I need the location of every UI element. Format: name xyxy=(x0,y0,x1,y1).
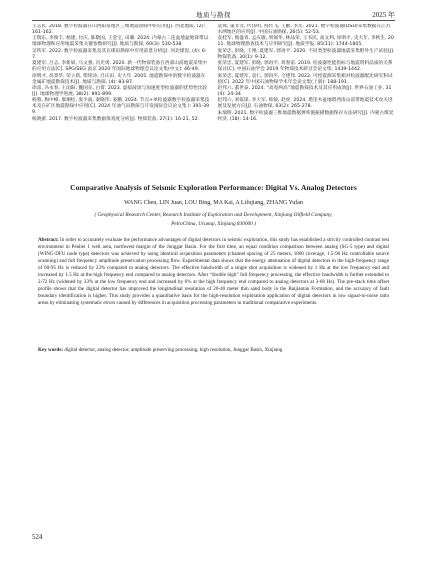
abstract-text: In order to accurately evaluate the performance advantages of digital detectors in seismic exploration, this study has established a strictly controlled contrast test environment in Penbei 1 well area, northwest margin of the Junggar Basin. For the first time, an equal condition comparison between analog (SG-5 type) and digital (WING-DFU node type) detectors was achieved by using identical acquisition parameters (channel spacing of 25 meters, 1800 coverage, 1.5-96 Hz controllable source scanning) and full frequency amplitude preservation processing flow. Experimental data shows that the energy attenuation of digital detectors in the high-frequency range of 60-95 Hz is reduced by 23% compared to analog detectors. The effective bandwidth of a single shot acquisition is widened by 1 Hz at the low frequency end and increased by 1.5 Hz at the high frequency end compared to analog detectors. After “double high” full frequency processing, the effective bandwidth is further extended to 2-72 Hz (widened by 33% at the low frequency end and increased by 6% at the high frequency end compared to analog detectors at 3-68 Hz). The pre-stack time offset profile shows that the digital detector has improved the longitudinal resolution of 20-40 meter thin sand body in the Baijiantan Formation, and the accuracy of fault boundary identification is higher. This study provides a quantitative basis for the high-resolution exploration application of digital detectors in low signal-to-noise ratio areas by eliminating systematic errors caused by differences in acquisition processing parameters in traditional comparative experiments. xyxy=(38,237,389,306)
keywords-label: Key words: xyxy=(38,347,64,353)
running-header xyxy=(32,8,395,21)
reference-item: 徐雷, 冯永春, 王雨阳, 魏国东, 白霄. 2023. 虚拟波场与加速度型检波器的优势性比较[J]. 地球物理学进展, 38(2): 891-899. xyxy=(32,85,208,97)
reference-item: 王志民. 2018. 数字检波器在山西阳泉地区三维地震勘探中的应用[J]. 西北地质, (2): 161-162. xyxy=(32,24,206,36)
reference-item: 袁保, 董非非, 代伟明, 倪传飞, 王勤, 李岳. 2021. 数字检波器(DSU)采集数据在江苏水网地区的应用[J]. 中国石油勘探, 26(5): 52-53. xyxy=(217,24,391,36)
reference-item: 张荣忠, 夏建军, 袁仁, 郭再平, 仝建邦. 2022. 可控震源采集相对检波器配比研究和试验[C]. 2022 年中国石油物探学术年会论文集(上册): 188-191. xyxy=(217,73,393,85)
keywords xyxy=(38,347,389,353)
reference-column-left xyxy=(32,24,210,166)
reference-item: 杨蓉, 梅中峰, 康炯松, 张少波, 秦晓伟, 姜鹏. 2024. 节点+单检波器数字检波器采集技术及在矿区地震勘探中应用[C]. 2024 年油气田勘探与开发国际会议论文集 I: 391-399. xyxy=(32,98,210,116)
page-number: 524 xyxy=(32,533,43,541)
reference-column-right xyxy=(218,24,396,166)
reference-item: 张荣忠, 彭晓, 王博, 夏建军, 郭再平. 2020. 不同类型检波器地震采集野外生产试验[J]. 物探装备, 30(1): 9-12. xyxy=(217,48,395,60)
affiliation-line: ( Geophysical Research Center, Research Institute of Exploration and Development, Xinjiang Oilfield Company, xyxy=(94,212,333,218)
header-year: 2025 年 xyxy=(372,11,395,19)
reference-item: 杨晓蕾. 2017. 数字检波器采集数据保真度分析[J]. 物探装备, 27(1): 16-21, 52. xyxy=(32,116,200,122)
journal-name: 地质与勘探 xyxy=(196,11,231,19)
author-list: WANG Chen, LIN Juan, LOU Bing, MA Kai, A Lifujiang, ZHANG Yufan xyxy=(124,200,303,206)
affiliation-line: PetroChina, Urumqi, Xinjiang 830000 ) xyxy=(171,220,256,227)
reference-item: 赵邦六, 董世泰, 2024. “高宽两高”地震勘探技术及其应用成效[J]. 世界石油工业, 31(4): 24-34. xyxy=(217,85,392,97)
reference-item: 袁桂军, 熊盛青, 孟庆敏, 周锡华, 林品荣, 王书民, 高文利, 徐明才, 史大年, 李秋生. 2011. 地球物理勘查技术与应用研究[J]. 地质学报, 85(11): 1744-1805. xyxy=(217,36,394,48)
affiliation xyxy=(60,211,367,228)
reference-item: 夏建军, 吕志, 李新斌, 马文强, 冯光勇. 2020. 新一代物探装备在西部山前地震采集中的应用方法[C]. SPG/SEG 南京 2020 年国际地球物理会议论文集(中文): 46-49. xyxy=(32,61,208,73)
abstract-label: Abstract: xyxy=(38,237,59,243)
reference-item: 吴铁军. 2022. 数字检波器采集及其在煤田勘探中应用前景分析[J]. 河北煤炭, (4): 6-7. xyxy=(32,48,207,60)
reference-item: 张荣忠, 夏建军, 彭晓, 郭再平, 蒋春雷. 2019. 检波器性能指标与地震资料品质的关系探讨[C]. 中国石油学会 2019 年物探技术研讨会论文集: 1439-1442. xyxy=(217,61,393,73)
english-abstract xyxy=(38,237,389,307)
reference-item: 朱瑞明. 2021. 数字检波器三维地震数据弹率施振描数据保存方法研究[J]. 内蒙古煤炭经济, (18): 14-16. xyxy=(217,110,394,122)
keywords-text: digital detector, analog detector, amplitude preserving processing, high resolution, Junggar Basin, Xinjiang xyxy=(64,347,283,353)
reference-item: 徐明才, 高景华, 荣立新, 柴铭涛, 吕庆田, 史大年. 2005. 地震勘探中的数字检波器在金属矿地震勘探技术[J]. 地质与勘探, (4): 83-87. xyxy=(32,73,206,85)
reference-item: 赵邦六, 刘依谋, 李大军, 师骏, 赵虎. 2024. 塔里木盆地塔西南山前带地震技术攻关进展及发展方向[J]. 石油物探, 63(2): 265-278. xyxy=(217,98,393,110)
reference-list xyxy=(32,24,395,166)
english-title: Comparative Analysis of Seismic Exploration Performance: Digital Vs. Analog Detectors xyxy=(70,183,357,192)
reference-item: 王瑞东, 李俊丰, 杨建, 付庆, 陈敬国, 王金宝, 田璐. 2024. 内蒙古二连盆地盆地锋带以地球物理和应用地震采集关键参数研究[J]. 地质与勘探, 60(3): 530-538. xyxy=(32,36,209,48)
